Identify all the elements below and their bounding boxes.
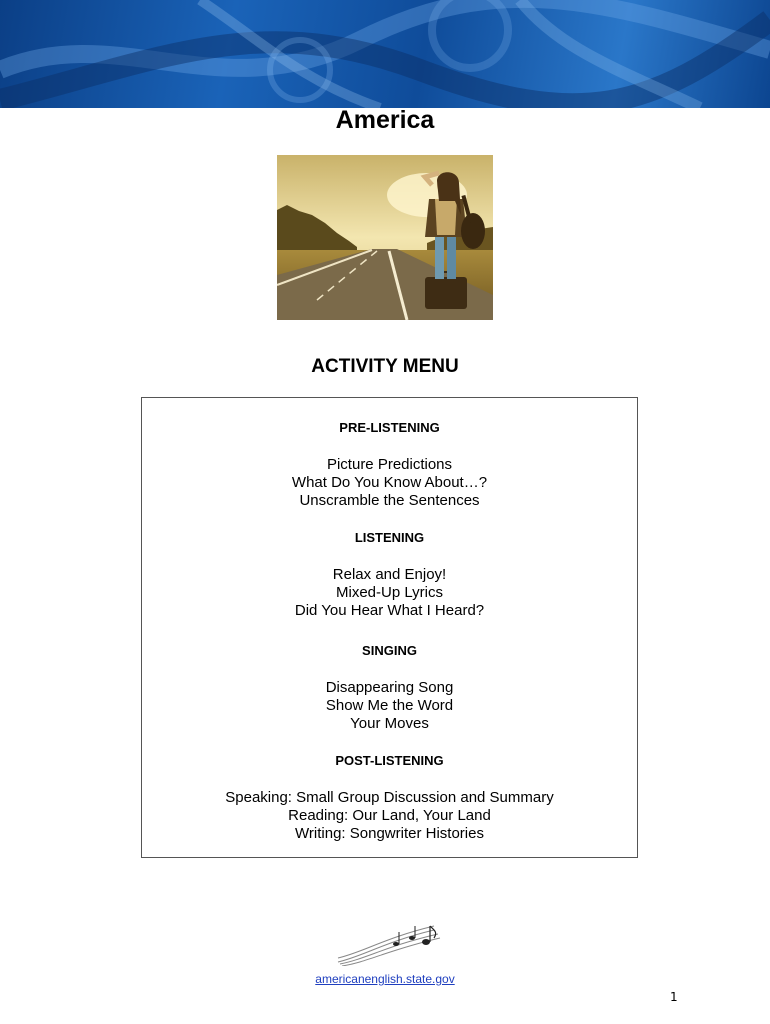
activity-menu-heading: ACTIVITY MENU: [311, 356, 459, 377]
music-notes-icon: [334, 922, 446, 971]
section-listening: [142, 530, 637, 620]
list-item: Show Me the Word: [325, 697, 454, 714]
list-item: Unscramble the Sentences: [299, 492, 480, 509]
banner-decoration-icon: [0, 0, 770, 108]
website-link[interactable]: americanenglish.state.gov: [315, 972, 455, 986]
list-item: Disappearing Song: [325, 679, 454, 696]
activity-menu-box: [141, 397, 638, 858]
list-item: Reading: Our Land, Your Land: [288, 807, 491, 824]
page-number: 1: [670, 990, 678, 1004]
section-singing: [142, 643, 637, 733]
section-title: PRE-LISTENING: [339, 420, 440, 435]
list-item: Relax and Enjoy!: [332, 566, 447, 583]
list-item: Picture Predictions: [326, 456, 453, 473]
section-post-listening: [142, 753, 637, 843]
list-item: What Do You Know About…?: [291, 474, 488, 491]
list-item: Speaking: Small Group Discussion and Summary: [225, 789, 554, 806]
hitchhiker-road-photo: [277, 155, 493, 320]
section-title: POST-LISTENING: [335, 753, 444, 768]
section-title: LISTENING: [354, 530, 425, 545]
section-pre-listening: [142, 420, 637, 510]
list-item: Did You Hear What I Heard?: [294, 602, 485, 619]
list-item: Mixed-Up Lyrics: [336, 584, 443, 601]
page-title: America: [335, 106, 435, 134]
header-banner: [0, 0, 770, 108]
section-title: SINGING: [362, 643, 417, 658]
list-item: Writing: Songwriter Histories: [295, 825, 484, 842]
list-item: Your Moves: [350, 715, 429, 732]
